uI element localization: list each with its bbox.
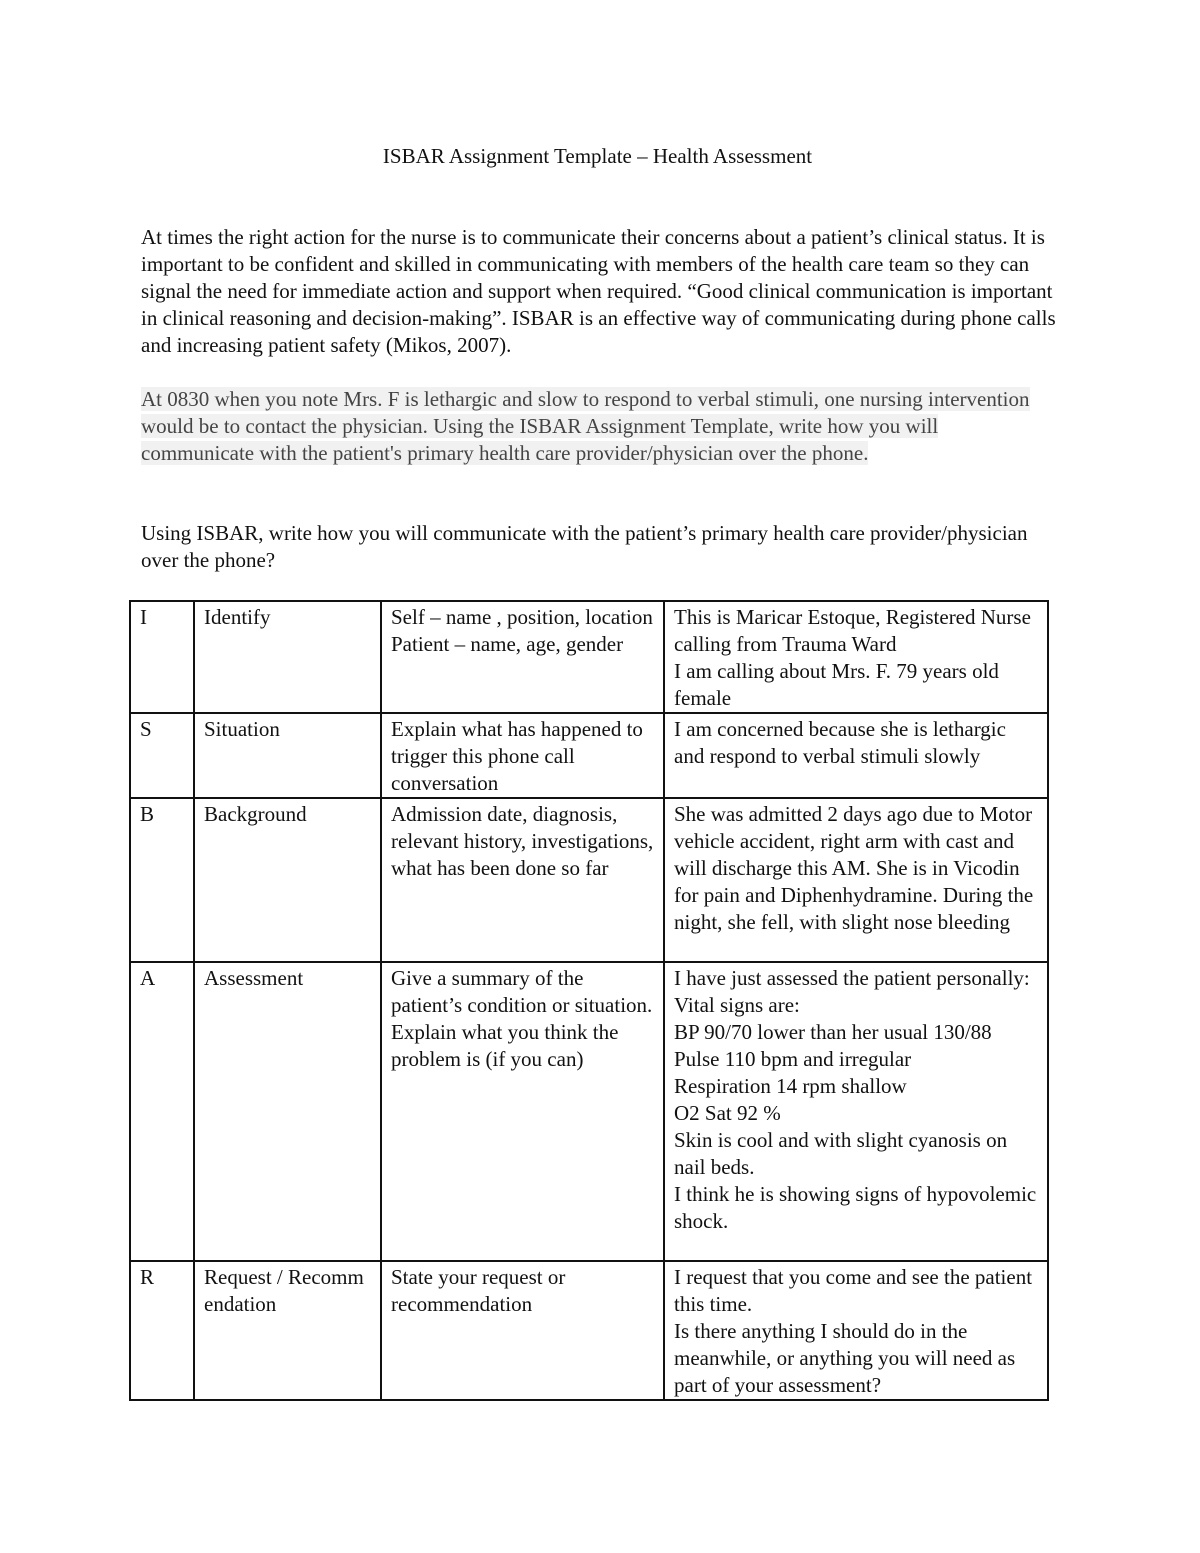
row-letter: R <box>130 1261 194 1400</box>
row-letter: A <box>130 962 194 1261</box>
document-title: ISBAR Assignment Template – Health Assessment <box>382 144 813 168</box>
row-response: I request that you come and see the patient this time. Is there anything I should do in the meanwhile, or anything you will need as part of your assessment? <box>664 1261 1048 1400</box>
row-response: I am concerned because she is lethargic and respond to verbal stimuli slowly <box>664 713 1048 798</box>
row-response: I have just assessed the patient personally: Vital signs are: BP 90/70 lower than her usual 130/88 Pulse 110 bpm and irregular Respiration 14 rpm shallow O2 Sat 92 % Skin is cool and with slight cyanosis on nail beds. I think he is showing signs of hypovolemic shock. <box>664 962 1048 1261</box>
table-row-assessment <box>130 962 1048 1261</box>
row-guidance: State your request or recommendation <box>381 1261 664 1400</box>
intro-paragraph: At times the right action for the nurse is to communicate their concerns about a patient’s clinical status. It is important to be confident and skilled in communicating with members of the health care team so they can signal the need for immediate action and support when required. “Good clinical communication is important in clinical reasoning and decision-making”. ISBAR is an effective way of communicating during phone calls and increasing patient safety (Mikos, 2007). <box>141 225 1056 357</box>
row-letter: B <box>130 798 194 962</box>
table-row-identify <box>130 601 1048 713</box>
scenario-paragraph <box>141 386 1056 467</box>
question-paragraph: Using ISBAR, write how you will communicate with the patient’s primary health care provider/physician over the phone? <box>141 521 1028 572</box>
row-step: Background <box>194 798 381 962</box>
row-letter: S <box>130 713 194 798</box>
row-guidance: Explain what has happened to trigger this phone call conversation <box>381 713 664 798</box>
row-step: Request / Recommendation <box>194 1261 381 1400</box>
row-step: Situation <box>194 713 381 798</box>
table-row-request <box>130 1261 1048 1400</box>
isbar-table <box>129 600 1049 1401</box>
row-letter: I <box>130 601 194 713</box>
table-row-situation <box>130 713 1048 798</box>
table-row-background <box>130 798 1048 962</box>
scenario-paragraph-text: At 0830 when you note Mrs. F is lethargic and slow to respond to verbal stimuli, one nursing intervention would be to contact the physician. Using the ISBAR Assignment Template, write how you will communicate with the patient's primary health care provider/physician over the phone. <box>141 387 1030 465</box>
row-response: This is Maricar Estoque, Registered Nurse calling from Trauma Ward I am calling about Mrs. F. 79 years old female <box>664 601 1048 713</box>
row-response: She was admitted 2 days ago due to Motor vehicle accident, right arm with cast and will discharge this AM. She is in Vicodin for pain and Diphenhydramine. During the night, she fell, with slight nose bleeding <box>664 798 1048 962</box>
row-guidance: Admission date, diagnosis, relevant history, investigations, what has been done so far <box>381 798 664 962</box>
row-step: Assessment <box>194 962 381 1261</box>
row-guidance: Self – name , position, location Patient – name, age, gender <box>381 601 664 713</box>
row-guidance: Give a summary of the patient’s condition or situation. Explain what you think the problem is (if you can) <box>381 962 664 1261</box>
row-step: Identify <box>194 601 381 713</box>
